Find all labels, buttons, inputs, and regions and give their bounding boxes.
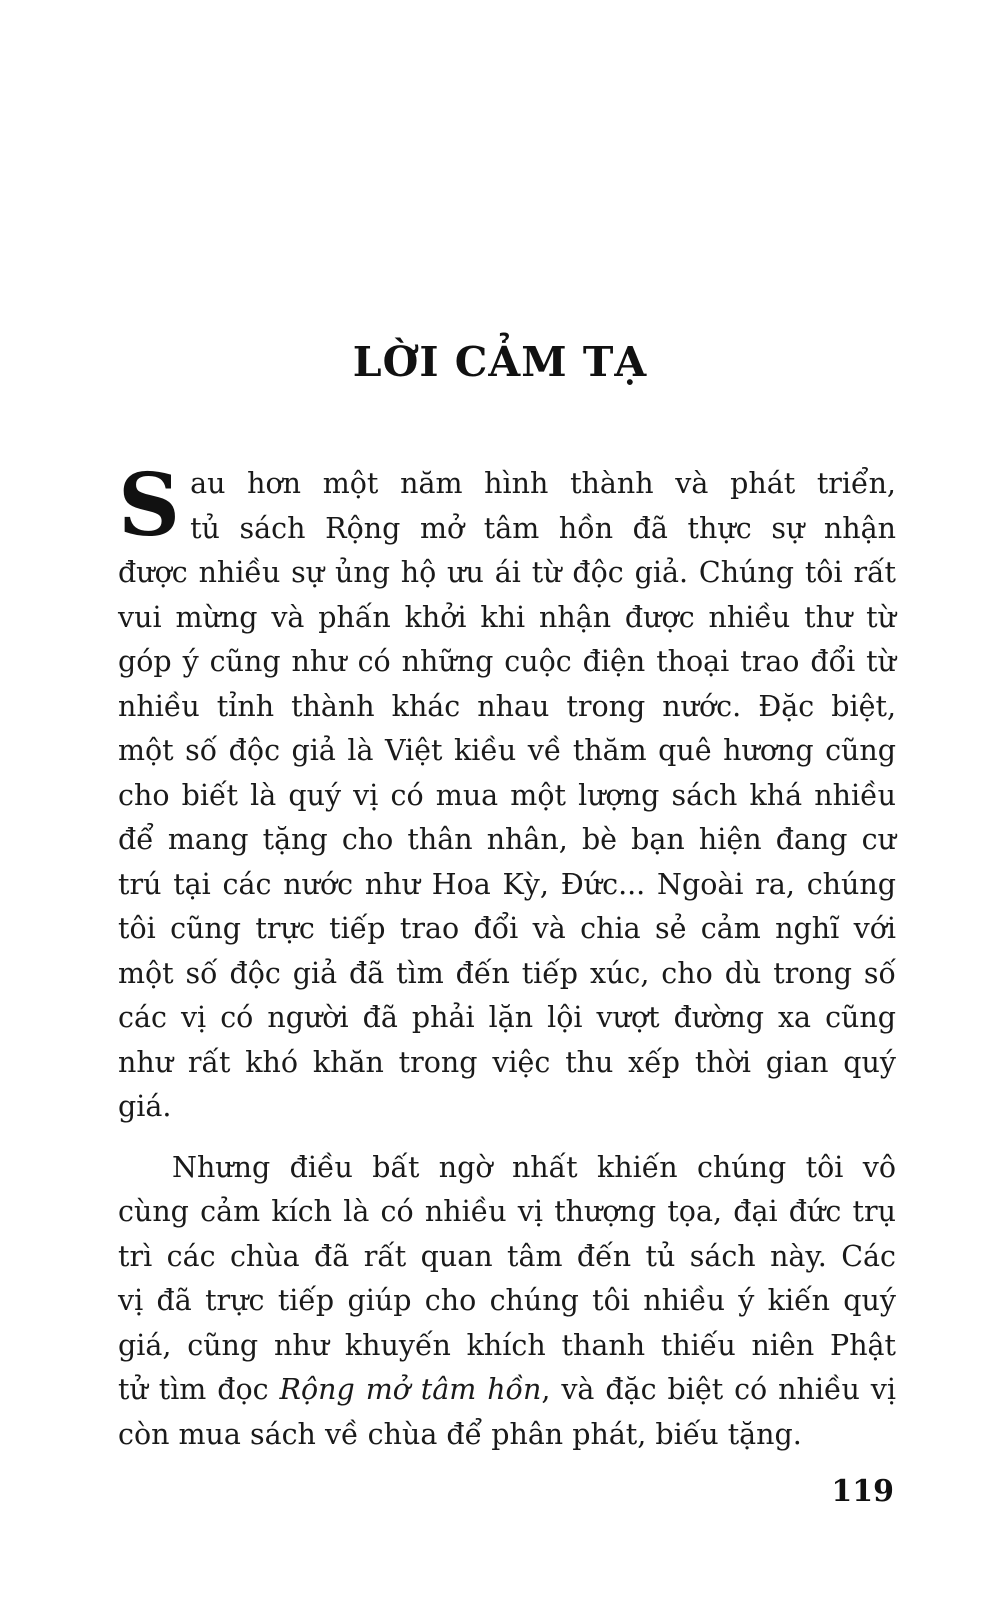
text-line: nhiều tỉnh thành khác nhau trong nước. Đặc biệt, [118,689,896,723]
drop-cap: S [118,455,181,556]
text-line: Nhưng điều bất ngờ nhất khiến chúng tôi vô [172,1150,896,1184]
text-line: cho biết là quý vị có mua một lượng sách khá nhiều [118,778,896,812]
page-number: 119 [831,1474,894,1509]
text-line: trì các chùa đã rất quan tâm đến tủ sách này. Các [118,1239,896,1273]
text-line: còn mua sách về chùa để phân phát, biếu tặng. [118,1417,802,1451]
text-line: góp ý cũng như có những cuộc điện thoại trao đổi từ [118,645,896,678]
book-title-italic: Rộng mở tâm hồn [279,1373,542,1406]
paragraph-2 [118,1146,896,1458]
text-line: vui mừng và phấn khởi khi nhận được nhiều thư từ [118,600,896,634]
text-line: các vị có người đã phải lặn lội vượt đường xa cũng [118,1001,896,1034]
text-line: tôi cũng trực tiếp trao đổi và chia sẻ cảm nghĩ với [118,912,896,945]
text-fragment: tử tìm đọc [118,1373,280,1406]
text-line: cùng cảm kích là có nhiều vị thượng tọa, đại đức trụ [118,1195,896,1228]
text-line: giá. [118,1090,172,1123]
paragraph-1 [118,455,896,1130]
text-line: giá, cũng như khuyến khích thanh thiếu niên Phật [118,1328,896,1362]
text-line: như rất khó khăn trong việc thu xếp thời gian quý [118,1045,896,1079]
text-line: trú tại các nước như Hoa Kỳ, Đức... Ngoài ra, chúng [118,867,896,901]
text-line: được nhiều sự ủng hộ ưu ái từ độc giả. Chúng tôi rất [118,556,896,589]
text-line: au hơn một năm hình thành và phát triển, [190,467,896,500]
text-fragment: , và đặc biệt có nhiều vị [541,1373,896,1406]
text-line: một số độc giả đã tìm đến tiếp xúc, cho dù trong số [118,956,896,990]
text-line-with-title [118,1368,896,1413]
page-title: LỜI CẢM TẠ [352,338,648,386]
text-line: tủ sách Rộng mở tâm hồn đã thực sự nhận [190,511,896,545]
body-text [118,455,896,1457]
text-line: để mang tặng cho thân nhân, bè bạn hiện đang cư [118,823,896,856]
text-line: một số độc giả là Việt kiều về thăm quê hương cũng [118,734,896,767]
text-line: vị đã trực tiếp giúp cho chúng tôi nhiều ý kiến quý [118,1284,896,1317]
